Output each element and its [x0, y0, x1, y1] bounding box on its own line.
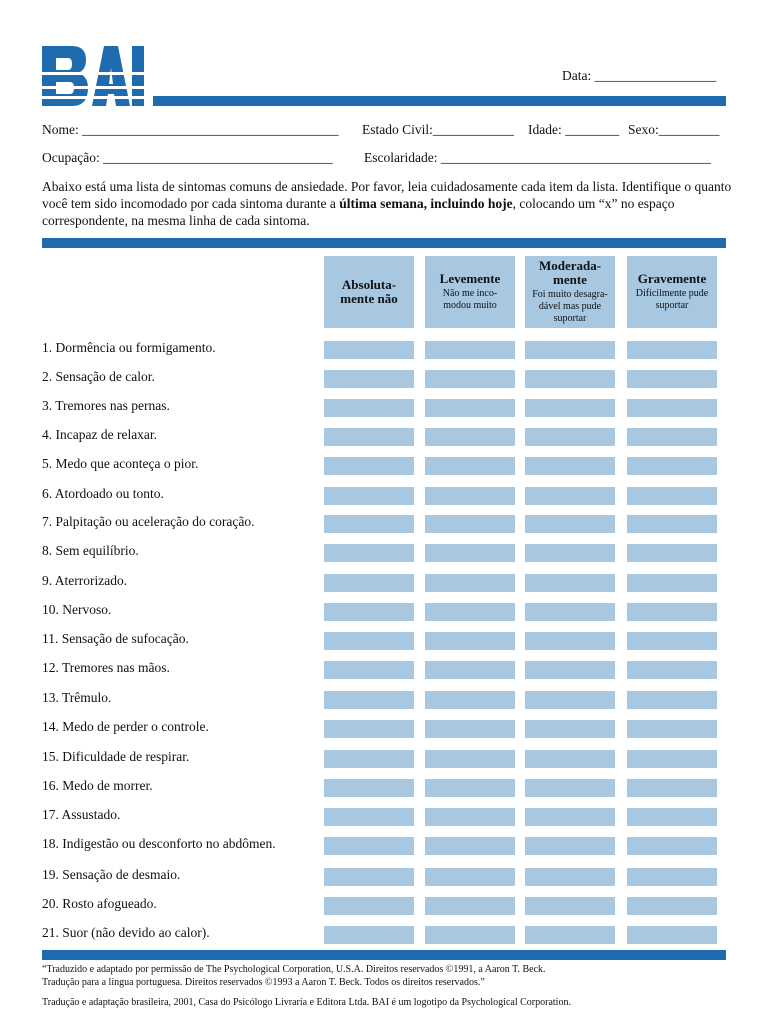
answer-cell-7-1[interactable] [324, 515, 414, 533]
answer-cell-3-1[interactable] [324, 399, 414, 417]
symptom-label: 12. Tremores nas mãos. [42, 660, 170, 675]
answer-cell-20-3[interactable] [525, 897, 615, 915]
answer-cell-14-3[interactable] [525, 720, 615, 738]
answer-cell-2-3[interactable] [525, 370, 615, 388]
answer-cell-12-1[interactable] [324, 661, 414, 679]
instructions [42, 178, 732, 229]
answer-cell-16-1[interactable] [324, 779, 414, 797]
answer-cell-4-4[interactable] [627, 428, 717, 446]
answer-cell-21-3[interactable] [525, 926, 615, 944]
answer-cell-2-1[interactable] [324, 370, 414, 388]
symptom-label: 20. Rosto afogueado. [42, 896, 157, 911]
symptom-label: 9. Aterrorizado. [42, 573, 128, 588]
answer-cell-1-3[interactable] [525, 341, 615, 359]
answer-cell-17-4[interactable] [627, 808, 717, 826]
symptom-label: 18. Indigestão ou desconforto no abdômen. [42, 836, 276, 851]
answer-cell-10-2[interactable] [425, 603, 515, 621]
symptom-label: 10. Nervoso. [42, 602, 112, 617]
answer-cell-21-1[interactable] [324, 926, 414, 944]
symptom-label: 19. Sensação de desmaio. [42, 867, 181, 882]
column-header-4 [627, 256, 717, 328]
answer-cell-3-4[interactable] [627, 399, 717, 417]
answer-cell-17-3[interactable] [525, 808, 615, 826]
answer-cell-2-4[interactable] [627, 370, 717, 388]
answer-cell-21-2[interactable] [425, 926, 515, 944]
occupation-field[interactable]: Ocupação: __________________________________ [42, 150, 333, 165]
answer-cell-13-2[interactable] [425, 691, 515, 709]
answer-cell-12-3[interactable] [525, 661, 615, 679]
answer-cell-4-2[interactable] [425, 428, 515, 446]
symptom-label: 7. Palpitação ou aceleração do coração. [42, 514, 255, 529]
symptom-label: 1. Dormência ou formigamento. [42, 340, 216, 355]
answer-cell-18-1[interactable] [324, 837, 414, 855]
bai-logo [42, 42, 146, 108]
answer-cell-7-4[interactable] [627, 515, 717, 533]
answer-cell-21-4[interactable] [627, 926, 717, 944]
instructions-bold: última semana, incluindo hoje [339, 196, 513, 211]
copyright-line-1: “Traduzido e adaptado por permissão de The Psychological Corporation, U.S.A. Direitos reservados ©1991, a Aaron T. Beck. [42, 964, 546, 975]
copyright-line-2: Tradução para a língua portuguesa. Direitos reservados ©1993 a Aaron T. Beck. Todos os direitos reservados.” [42, 976, 485, 988]
answer-cell-19-1[interactable] [324, 868, 414, 886]
symptom-label: 16. Medo de morrer. [42, 778, 153, 793]
column-header-1 [324, 256, 414, 328]
symptom-label: 3. Tremores nas pernas. [42, 398, 170, 413]
answer-cell-6-1[interactable] [324, 487, 414, 505]
instructions-text-1: Abaixo está uma lista de sintomas comuns de ansiedade. Por favor, leia cuidadosamente cada item da lista. Identifique o quanto você tem sido incomodado por cada sintoma durante a [42, 179, 732, 211]
column-subtitle: Não me inco- modou muito [442, 288, 498, 311]
answer-cell-15-3[interactable] [525, 750, 615, 768]
answer-cell-7-2[interactable] [425, 515, 515, 533]
answer-cell-17-2[interactable] [425, 808, 515, 826]
divider-bar-top [42, 238, 726, 248]
column-subtitle: Foi muito desagra- dável mas pude suportar [532, 289, 608, 324]
answer-cell-8-2[interactable] [425, 544, 515, 562]
answer-cell-11-3[interactable] [525, 632, 615, 650]
answer-cell-7-3[interactable] [525, 515, 615, 533]
answer-cell-1-1[interactable] [324, 341, 414, 359]
answer-cell-4-3[interactable] [525, 428, 615, 446]
answer-cell-8-1[interactable] [324, 544, 414, 562]
answer-cell-6-4[interactable] [627, 487, 717, 505]
answer-cell-11-2[interactable] [425, 632, 515, 650]
divider-bar-bottom [42, 950, 726, 960]
answer-cell-14-4[interactable] [627, 720, 717, 738]
answer-cell-10-1[interactable] [324, 603, 414, 621]
adaptation-note: Tradução e adaptação brasileira, 2001, Casa do Psicólogo Livraria e Editora Ltda. BAI é um logotipo da Psychological Corporation. [42, 997, 571, 1008]
column-subtitle: Dificilmente pude suportar [635, 288, 709, 311]
answer-cell-12-4[interactable] [627, 661, 717, 679]
symptom-label: 11. Sensação de sufocação. [42, 631, 189, 646]
answer-cell-13-4[interactable] [627, 691, 717, 709]
answer-cell-3-2[interactable] [425, 399, 515, 417]
answer-cell-18-4[interactable] [627, 837, 717, 855]
answer-cell-15-2[interactable] [425, 750, 515, 768]
column-title: Gravemente [637, 271, 707, 286]
answer-cell-13-3[interactable] [525, 691, 615, 709]
answer-cell-14-2[interactable] [425, 720, 515, 738]
answer-cell-18-3[interactable] [525, 837, 615, 855]
answer-cell-18-2[interactable] [425, 837, 515, 855]
answer-cell-20-1[interactable] [324, 897, 414, 915]
answer-cell-4-1[interactable] [324, 428, 414, 446]
symptom-label: 13. Trêmulo. [42, 690, 112, 705]
column-title: Levemente [439, 271, 501, 286]
symptom-label: 4. Incapaz de relaxar. [42, 427, 158, 442]
answer-cell-5-1[interactable] [324, 457, 414, 475]
column-title: Absoluta- mente não [340, 277, 398, 306]
answer-cell-17-1[interactable] [324, 808, 414, 826]
answer-cell-5-2[interactable] [425, 457, 515, 475]
answer-cell-9-1[interactable] [324, 574, 414, 592]
marital-status-field[interactable]: Estado Civil:____________ [362, 122, 514, 137]
answer-cell-5-4[interactable] [627, 457, 717, 475]
symptom-label: 14. Medo de perder o controle. [42, 719, 209, 734]
answer-cell-11-1[interactable] [324, 632, 414, 650]
symptom-label: 8. Sem equilíbrio. [42, 543, 139, 558]
answer-cell-10-3[interactable] [525, 603, 615, 621]
date-field[interactable]: Data: __________________ [562, 68, 717, 83]
answer-cell-20-4[interactable] [627, 897, 717, 915]
name-field[interactable]: Nome: ______________________________________ [42, 122, 339, 137]
symptom-label: 6. Atordoado ou tonto. [42, 486, 164, 501]
answer-cell-9-2[interactable] [425, 574, 515, 592]
age-field[interactable]: Idade: ________ [528, 122, 620, 137]
answer-cell-1-4[interactable] [627, 341, 717, 359]
answer-cell-13-1[interactable] [324, 691, 414, 709]
answer-cell-3-3[interactable] [525, 399, 615, 417]
answer-cell-1-2[interactable] [425, 341, 515, 359]
column-header-3 [525, 256, 615, 328]
header-bar [153, 96, 726, 106]
symptom-label: 17. Assustado. [42, 807, 121, 822]
answer-cell-16-4[interactable] [627, 779, 717, 797]
answer-cell-6-2[interactable] [425, 487, 515, 505]
answer-cell-9-3[interactable] [525, 574, 615, 592]
copyright-note [42, 964, 742, 989]
column-title: Moderada- mente [538, 258, 602, 287]
symptom-label: 5. Medo que aconteça o pior. [42, 456, 199, 471]
answer-cell-5-3[interactable] [525, 457, 615, 475]
answer-cell-6-3[interactable] [525, 487, 615, 505]
answer-cell-15-4[interactable] [627, 750, 717, 768]
answer-cell-2-2[interactable] [425, 370, 515, 388]
answer-cell-19-2[interactable] [425, 868, 515, 886]
symptom-label: 15. Dificuldade de respirar. [42, 749, 190, 764]
symptom-label: 21. Suor (não devido ao calor). [42, 925, 210, 940]
answer-cell-16-2[interactable] [425, 779, 515, 797]
answer-cell-20-2[interactable] [425, 897, 515, 915]
answer-cell-16-3[interactable] [525, 779, 615, 797]
answer-cell-8-4[interactable] [627, 544, 717, 562]
instructions-text-2: , colocando um “x” no espaço correspondente, na mesma linha de cada sintoma. [42, 196, 675, 228]
education-field[interactable]: Escolaridade: ________________________________________ [364, 150, 711, 165]
answer-cell-11-4[interactable] [627, 632, 717, 650]
answer-cell-19-4[interactable] [627, 868, 717, 886]
answer-cell-10-4[interactable] [627, 603, 717, 621]
answer-cell-12-2[interactable] [425, 661, 515, 679]
answer-cell-15-1[interactable] [324, 750, 414, 768]
symptom-label: 2. Sensação de calor. [42, 369, 155, 384]
answer-cell-8-3[interactable] [525, 544, 615, 562]
answer-cell-19-3[interactable] [525, 868, 615, 886]
column-header-2 [425, 256, 515, 328]
answer-cell-9-4[interactable] [627, 574, 717, 592]
answer-cell-14-1[interactable] [324, 720, 414, 738]
sex-field[interactable]: Sexo:_________ [628, 122, 720, 137]
